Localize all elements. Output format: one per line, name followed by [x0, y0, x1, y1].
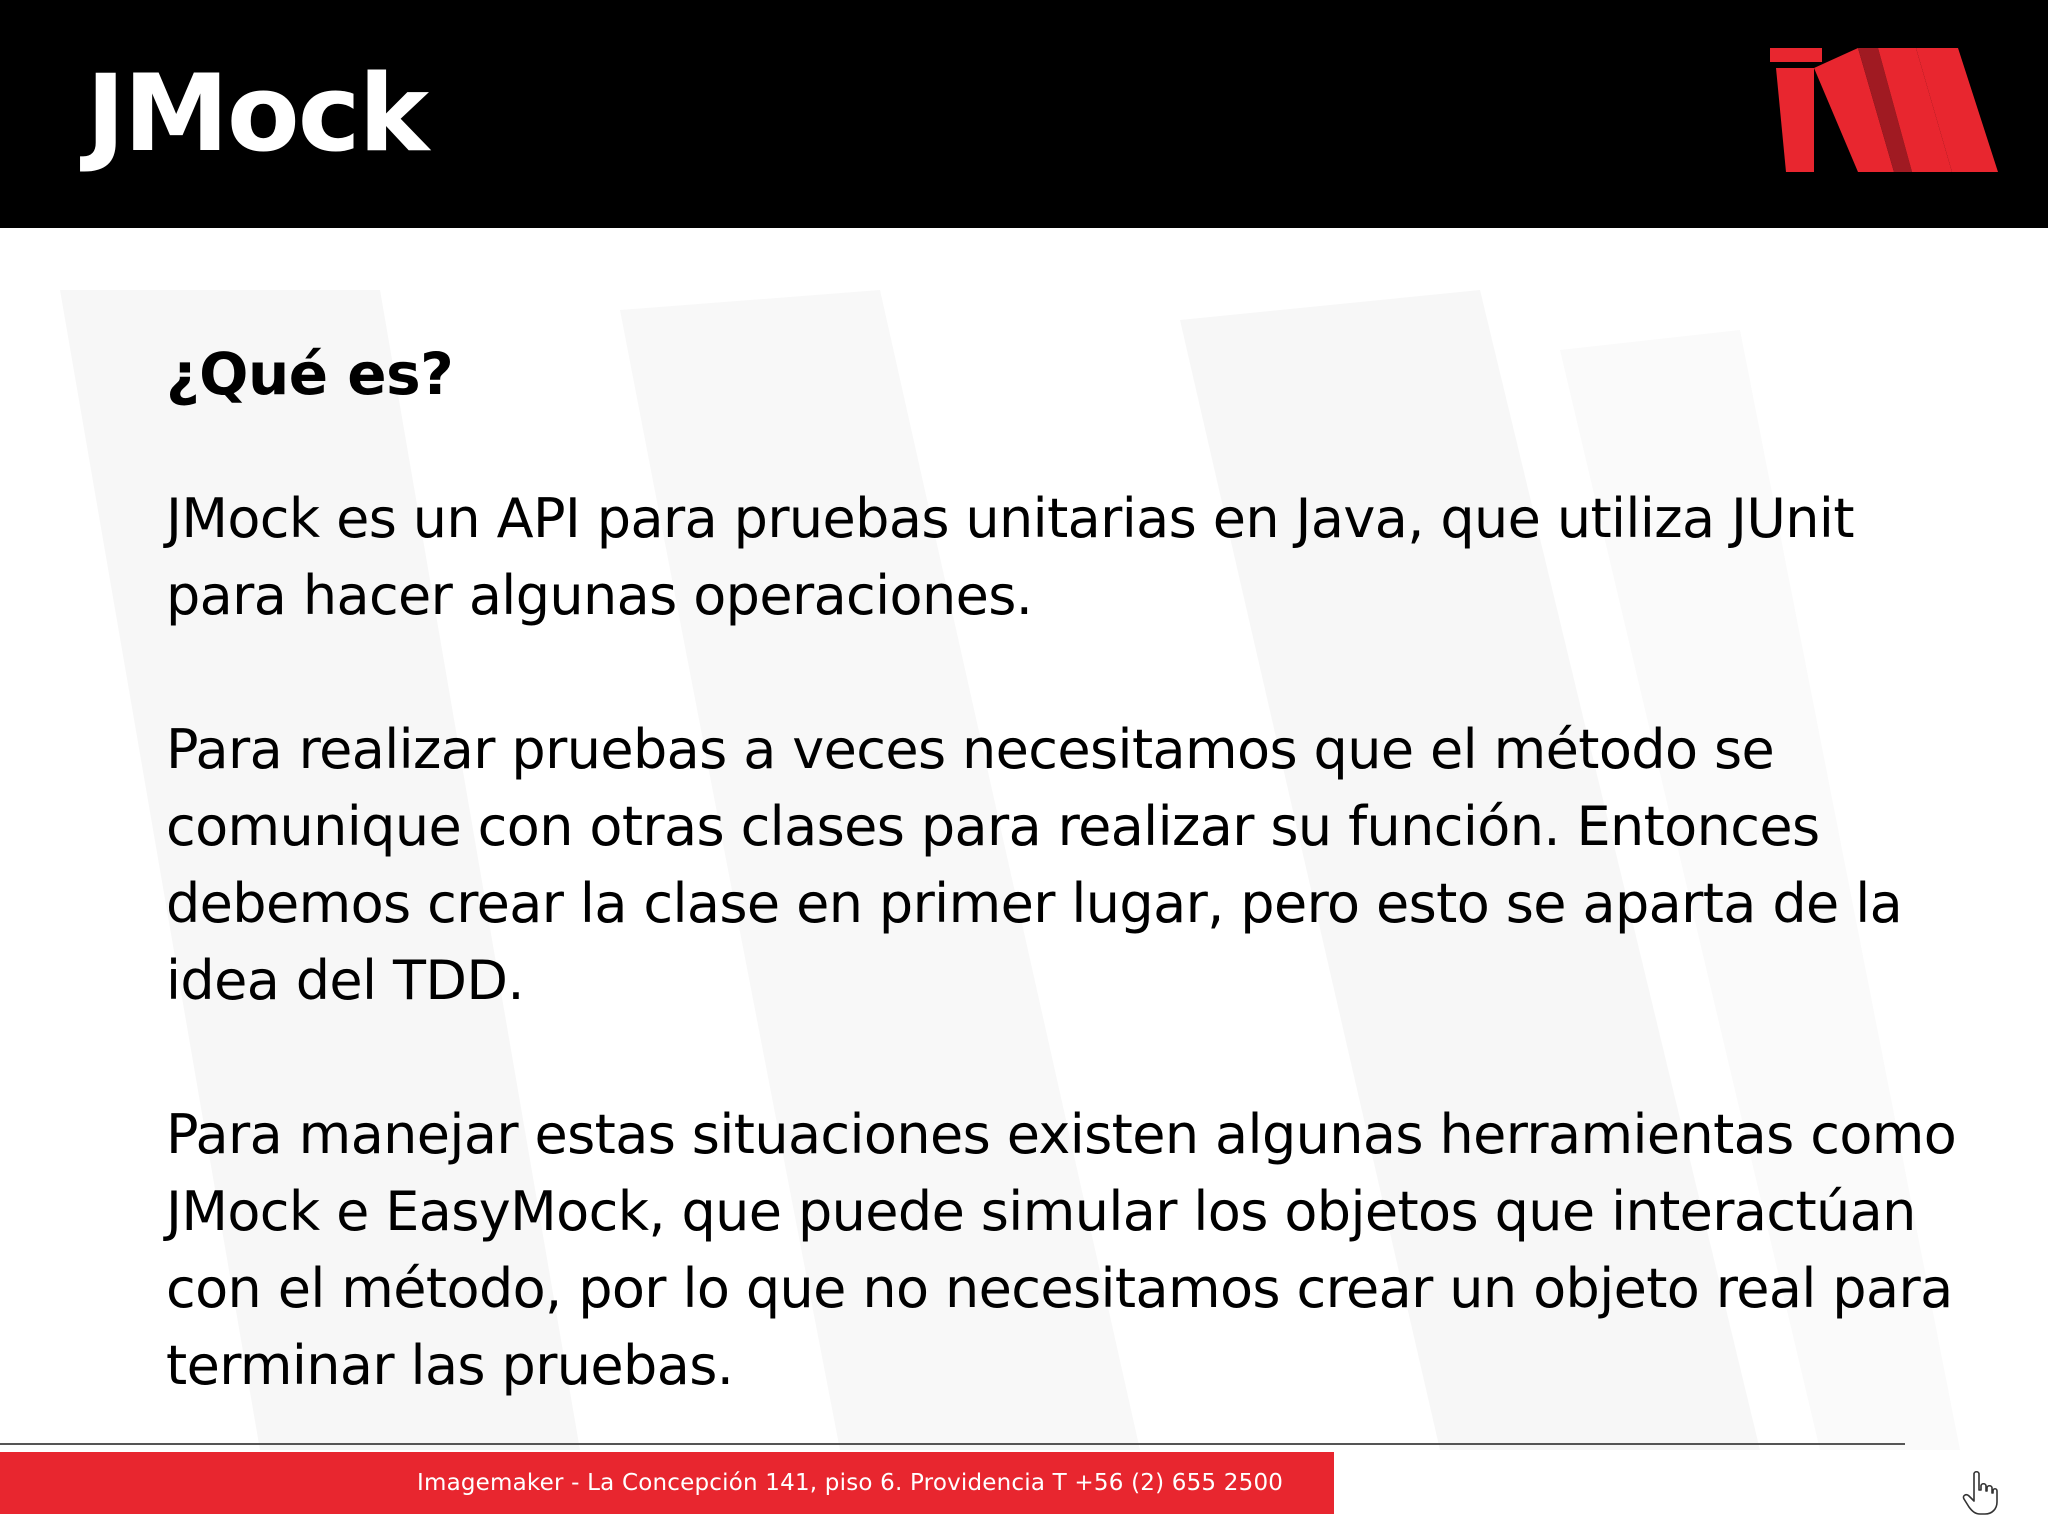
footer-address: Imagemaker - La Concepción 141, piso 6. Providencia T +56 (2) 655 2500 — [417, 1470, 1284, 1496]
slide-header — [0, 0, 2048, 228]
footer-divider — [0, 1443, 1905, 1445]
slide-content — [166, 330, 1966, 1404]
slide-title: JMock — [86, 52, 428, 175]
hand-pointer-icon — [1962, 1470, 1998, 1516]
slide-heading: ¿Qué es? — [166, 340, 454, 408]
paragraph-intro: JMock es un API para pruebas unitarias en Java, que utiliza JUnit para hacer algunas operaciones. — [166, 487, 1854, 627]
imagemaker-logo-icon — [1766, 44, 2002, 176]
paragraph-problem: Para realizar pruebas a veces necesitamos que el método se comunique con otras clases para realizar su función. Entonces debemos crear la clase en primer lugar, pero esto se aparta de la idea del TDD. — [166, 718, 1903, 1012]
paragraph-solution: Para manejar estas situaciones existen algunas herramientas como JMock e EasyMock, que puede simular los objetos que interactúan con el método, por lo que no necesitamos crear un objeto real para terminar las pruebas. — [166, 1103, 1957, 1397]
